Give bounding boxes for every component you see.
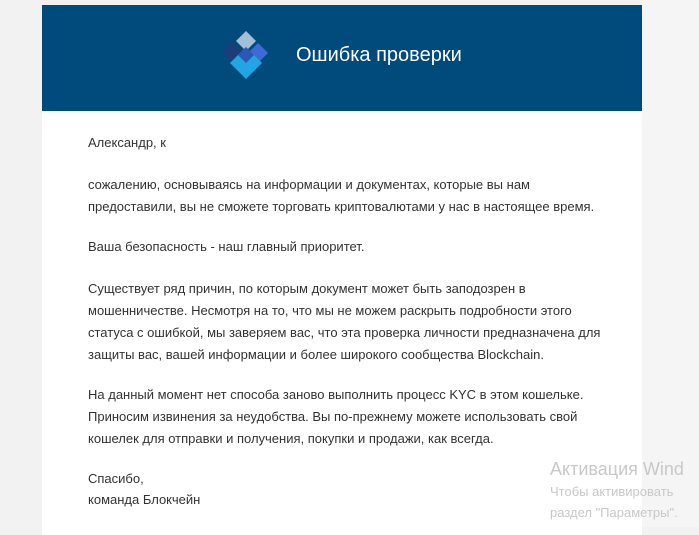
paragraph-main: сожалению, основываясь на информации и документах, которые вы нам предоставили, вы не сможете торговать криптовалютами у нас в настоящее время. xyxy=(88,177,595,214)
blockchain-logo-icon xyxy=(220,29,272,81)
email-card xyxy=(42,5,642,535)
greeting-text: Александр, к xyxy=(88,135,166,150)
header-title: Ошибка проверки xyxy=(296,44,462,66)
watermark-title: Активация Wind xyxy=(550,459,684,479)
paragraph-security: Ваша безопасность - наш главный приоритет. xyxy=(88,239,365,254)
page-background-right xyxy=(642,0,699,527)
watermark-line-1: Чтобы активировать xyxy=(550,484,674,499)
signature-thanks: Спасибо, xyxy=(88,471,144,486)
signature-team: команда Блокчейн xyxy=(88,492,201,507)
watermark-line-2: раздел "Параметры". xyxy=(550,505,678,520)
paragraph-reasons: Существует ряд причин, по которым документ может быть заподозрен в мошенничестве. Несмотря на то, что мы не можем раскрыть подробности этого статуса с ошибкой, мы заверяем вас, что эта проверка личности предназначена для защиты вас, вашей информации и более широкого сообщества Blockchain. xyxy=(88,281,601,362)
paragraph-kyc: На данный момент нет способа заново выполнить процесс KYC в этом кошельке. Приносим извинения за неудобства. Вы по-прежнему можете использовать свой кошелек для отправки и получения, покупки и продажи, как всегда. xyxy=(88,387,584,446)
header-banner xyxy=(42,5,642,111)
